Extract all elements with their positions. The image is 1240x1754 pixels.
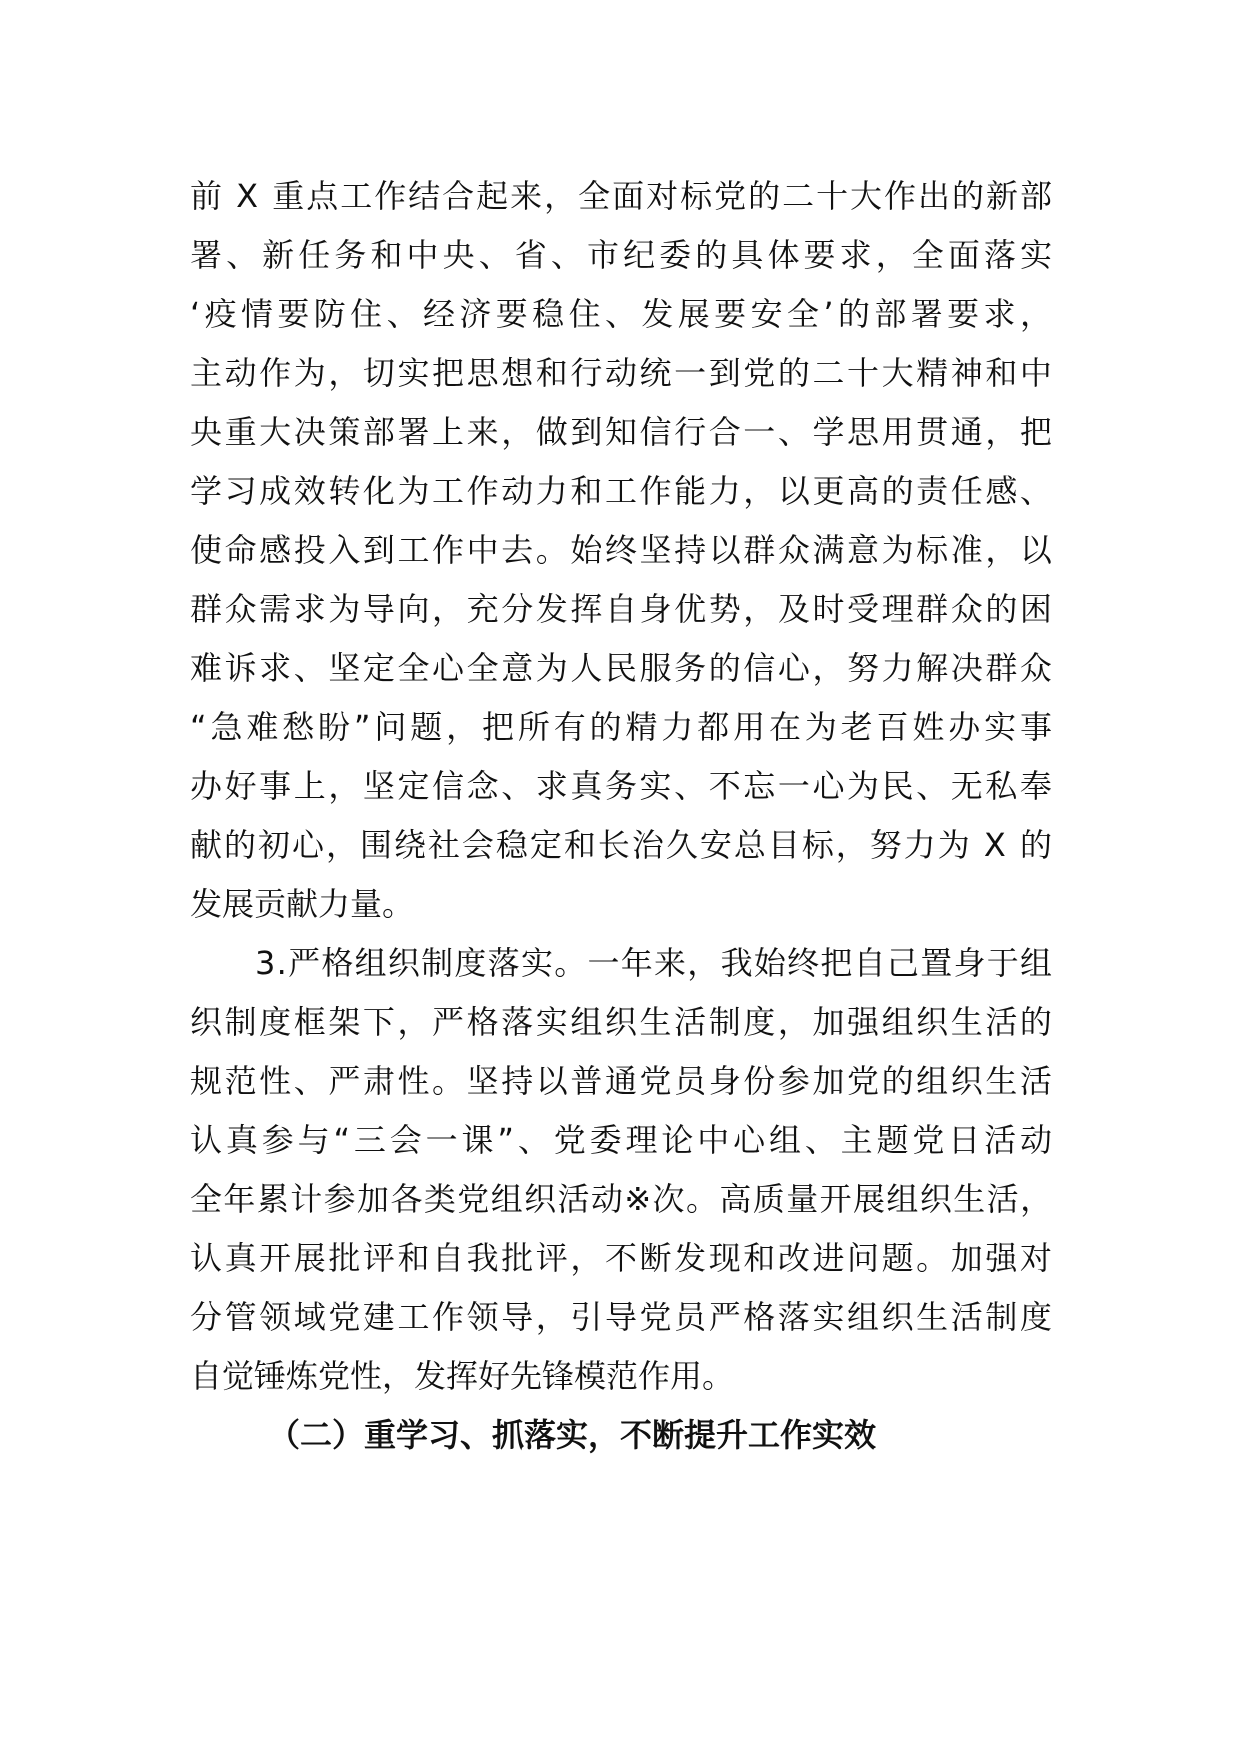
text-line: 认真开展批评和自我批评，不断发现和改进问题。加强对 [190, 1239, 1055, 1277]
text-line: 署、新任务和中央、省、市纪委的具体要求，全面落实 [190, 236, 1057, 274]
text-line: 分管领域党建工作领导，引导党员严格落实组织生活制度 [190, 1298, 1055, 1336]
text-line: 主动作为，切实把思想和行动统一到党的二十大精神和中 [190, 354, 1055, 392]
text-line: 群众需求为导向，充分发挥自身优势，及时受理群众的困 [190, 590, 1055, 628]
text-line: 难诉求、坚定全心全意为人民服务的信心，努力解决群众 [190, 649, 1055, 687]
text-line: 学习成效转化为工作动力和工作能力，以更高的责任感、 [190, 472, 1055, 510]
text-line: 央重大决策部署上来，做到知信行合一、学思用贯通，把 [190, 413, 1055, 451]
text-line: 献的初心，围绕社会稳定和长治久安总目标，努力为 X 的 [190, 826, 1054, 864]
text-line: 前 X 重点工作结合起来，全面对标党的二十大作出的新部 [190, 177, 1054, 215]
text-line: “急难愁盼”问题，把所有的精力都用在为老百姓办实事 [190, 708, 1056, 746]
text-line: 使命感投入到工作中去。始终坚持以群众满意为标准，以 [190, 531, 1055, 569]
text-line: 织制度框架下，严格落实组织生活制度，加强组织生活的 [190, 1003, 1055, 1041]
text-line: 规范性、严肃性。坚持以普通党员身份参加党的组织生活 [190, 1062, 1055, 1100]
text-line: 发展贡献力量。 [190, 885, 415, 923]
text-line: 全年累计参加各类党组织活动※次。高质量开展组织生活， [190, 1180, 1054, 1218]
text-line: 办好事上，坚定信念、求真务实、不忘一心为民、无私奉 [190, 767, 1055, 805]
text-line: 认真参与“三会一课”、党委理论中心组、主题党日活动 [190, 1121, 1056, 1159]
text-line: 3.严格组织制度落实。一年来，我始终把自己置身于组 [255, 944, 1054, 982]
text-line: 自觉锤炼党性，发挥好先锋模范作用。 [190, 1357, 735, 1395]
text-line: ‘疫情要防住、经济要稳住、发展要安全’的部署要求， [190, 295, 1057, 333]
section-heading: （二）重学习、抓落实，不断提升工作实效 [268, 1416, 877, 1454]
